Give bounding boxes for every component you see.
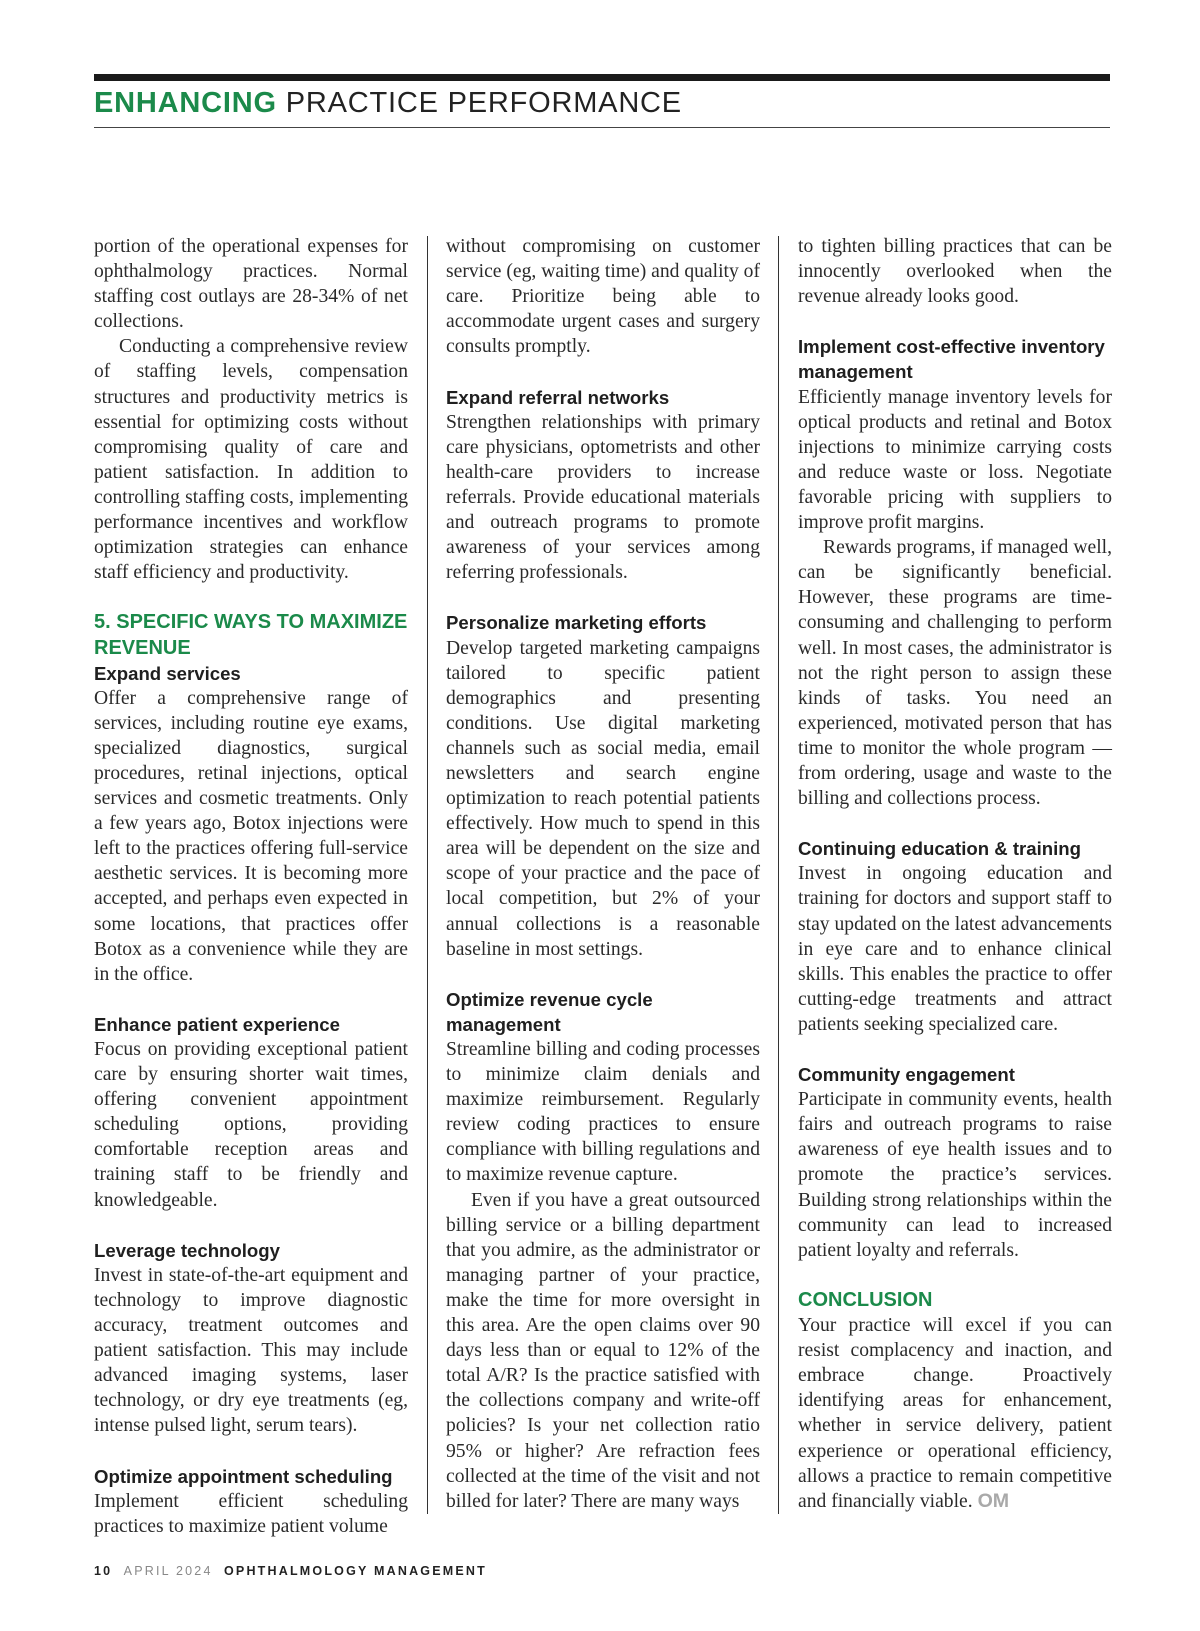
subheading: Community engagement	[798, 1064, 1015, 1086]
issue-date: APRIL 2024	[123, 1564, 213, 1578]
paragraph: to tighten billing practices that can be innocently overlooked when the revenue already looks good.	[798, 236, 1112, 308]
paragraph: Rewards programs, if managed well, can be significantly beneficial. However, these programs are time-consuming and challenging to perform well. In most cases, the administrator is not the right person to assign these kinds of tasks. You need an experienced, motivated person that has time to monitor the whole program — from ordering, usage and waste to the billing and collections process.	[798, 537, 1112, 810]
paragraph: Efficiently manage inventory levels for optical products and retinal and Botox injections to minimize carrying costs and reduce waste or loss. Negotiate favorable pricing with suppliers to improve profit margins.	[798, 386, 1112, 534]
column-divider	[778, 236, 779, 1514]
paragraph: Strengthen relationships with primary care physicians, optometrists and other health-care providers to increase referrals. Provide educational materials and outreach programs to promote awareness of your services among referring professionals.	[446, 411, 760, 584]
header-top-rule	[94, 74, 1110, 81]
article-column-1	[94, 234, 408, 1539]
page-footer	[94, 1564, 487, 1578]
subheading: Enhance patient experience	[94, 1013, 340, 1035]
section-header	[94, 84, 682, 122]
subheading: Implement cost-effective inventory management	[798, 336, 1105, 383]
subheading: Optimize revenue cycle management	[446, 988, 653, 1035]
paragraph: without compromising on customer service (eg, waiting time) and quality of care. Prioritize being able to accommodate urgent cases and surgery consults promptly.	[446, 236, 760, 358]
subheading: Expand services	[94, 662, 241, 684]
paragraph: Even if you have a great outsourced billing service or a billing department that you admire, as the administrator or managing partner of your practice, make the time for more oversight in this area. Are the open claims over 90 days less than or equal to 12% of the total A/R? Is the practice satisfied with the collections company and write-off policies? Is your net collection ratio 95% or higher? Are refraction fees collected at the time of the visit and not billed for later? There are many ways	[446, 1189, 760, 1512]
conclusion-heading: CONCLUSION	[798, 1288, 933, 1311]
paragraph: Conducting a comprehensive review of staffing levels, compensation structures and productivity metrics is essential for optimizing costs without compromising quality of care and patient satisfaction. In addition to controlling staffing costs, implementing performance incentives and workflow optimization strategies can enhance staff efficiency and productivity.	[94, 336, 408, 584]
conclusion-text: Your practice will excel if you can resist complacency and inaction, and embrace change. Proactively identifying areas for enhancement, whether in service delivery, patient experience or operational efficiency, allows a practice to remain competitive and financially viable.	[798, 1315, 1112, 1512]
paragraph: Invest in state-of-the-art equipment and technology to improve diagnostic accuracy, treatment outcomes and patient satisfaction. This may include advanced imaging systems, laser technology, or dry eye treatments (eg, intense pulsed light, serum tears).	[94, 1264, 408, 1437]
section-header-rest: PRACTICE PERFORMANCE	[285, 87, 682, 119]
paragraph	[798, 1313, 1112, 1514]
subheading: Continuing education & training	[798, 838, 1082, 860]
paragraph: Develop targeted marketing campaigns tailored to specific patient demographics and presenting conditions. Use digital marketing channels such as social media, email newsletters and search engine optimization to reach potential patients effectively. How much to spend in this area will be dependent on the size and scope of your practice and the pace of local competition, but 2% of your annual collections is a reasonable baseline in most settings.	[446, 637, 760, 960]
paragraph: portion of the operational expenses for ophthalmology practices. Normal staffing cost outlays are 28-34% of net collections.	[94, 236, 408, 333]
paragraph: Participate in community events, health fairs and outreach programs to raise awareness of eye health issues and to promote the practice’s services. Building strong relationships within the community can lead to increased patient loyalty and referrals.	[798, 1089, 1112, 1261]
paragraph: Implement efficient scheduling practices to maximize patient volume	[94, 1490, 408, 1537]
paragraph: Invest in ongoing education and training for doctors and support staff to stay updated on the latest advancements in eye care and to enhance clinical skills. This enables the practice to offer cutting-edge treatments and attract patients seeking specialized care.	[798, 863, 1112, 1035]
section-heading: 5. SPECIFIC WAYS TO MAXIMIZE REVENUE	[94, 611, 408, 659]
subheading: Optimize appointment scheduling	[94, 1465, 393, 1487]
header-bottom-rule	[94, 127, 1110, 128]
publication-name: OPHTHALMOLOGY MANAGEMENT	[223, 1564, 487, 1578]
subheading: Personalize marketing efforts	[446, 612, 707, 634]
article-column-3	[798, 234, 1112, 1514]
paragraph: Offer a comprehensive range of services, including routine eye exams, specialized diagnostics, surgical procedures, retinal injections, optical services and cosmetic treatments. Only a few years ago, Botox injections were left to the practices offering full-service aesthetic services. It is becoming more accepted, and perhaps even expected in some locations, that practices offer Botox as a convenience while they are in the office.	[94, 687, 408, 985]
paragraph: Focus on providing exceptional patient care by ensuring shorter wait times, offering convenient appointment scheduling options, providing comfortable reception areas and training staff to be friendly and knowledgeable.	[94, 1039, 408, 1211]
column-divider	[427, 236, 428, 1514]
end-mark: OM	[977, 1489, 1010, 1512]
subheading: Expand referral networks	[446, 386, 670, 408]
section-header-highlight: ENHANCING	[94, 87, 277, 119]
article-column-2	[446, 234, 760, 1514]
page-number: 10	[94, 1564, 113, 1578]
paragraph: Streamline billing and coding processes to minimize claim denials and maximize reimbursement. Regularly review coding practices to ensure compliance with billing regulations and to maximize revenue capture.	[446, 1039, 760, 1186]
subheading: Leverage technology	[94, 1239, 280, 1261]
